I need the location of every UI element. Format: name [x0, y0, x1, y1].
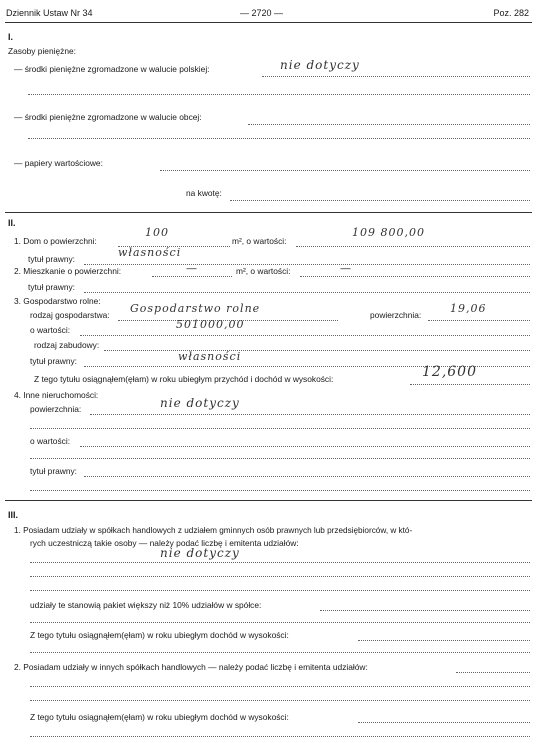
other-title-line[interactable] [84, 476, 530, 477]
cash-pln-label: — środki pieniężne zgromadzone w walucie polskiej: [14, 64, 210, 74]
flat-value: — [340, 262, 352, 275]
farm-area-line[interactable] [428, 320, 530, 321]
farm-value: 501000,00 [176, 318, 245, 331]
cash-foreign-line[interactable] [248, 124, 530, 125]
section-2-numeral: II. [8, 218, 16, 228]
shares-2-line-2[interactable] [30, 686, 530, 687]
section-3-numeral: III. [8, 510, 19, 520]
farm-build-line[interactable] [104, 350, 530, 351]
other-area-label: powierzchnia: [30, 404, 82, 414]
shares-2-income-line-2[interactable] [30, 736, 530, 737]
shares-2-income-line[interactable] [358, 722, 530, 723]
house-value-label: m², o wartości: [232, 236, 287, 246]
shares-1-package-line-2[interactable] [30, 622, 530, 623]
house-area-value: 100 [145, 226, 169, 239]
house-value-line[interactable] [296, 246, 530, 247]
flat-label: 2. Mieszkanie o powierzchni: [14, 266, 122, 276]
shares-1-income-line[interactable] [358, 640, 530, 641]
securities-line[interactable] [160, 170, 530, 171]
farm-value-line[interactable] [80, 335, 530, 336]
shares-1-value: nie dotyczy [160, 546, 240, 560]
flat-value-line[interactable] [300, 276, 530, 277]
shares-2-line[interactable] [456, 672, 530, 673]
other-area-line[interactable] [90, 414, 530, 415]
farm-title-value: własności [178, 350, 242, 363]
flat-area-line[interactable] [152, 276, 232, 277]
shares-1-income-label: Z tego tytułu osiągnąłem(ęłam) w roku ubiegłym dochód w wysokości: [30, 630, 289, 640]
other-value-label: o wartości: [30, 436, 71, 446]
shares-1-line-2[interactable] [30, 576, 530, 577]
other-title-label: tytuł prawny: [30, 466, 78, 476]
shares-2-income-label: Z tego tytułu osiągnąłem(ęłam) w roku ubiegłym dochód w wysokości: [30, 712, 289, 722]
cash-pln-line[interactable] [262, 76, 530, 77]
flat-area-value: — [186, 262, 198, 275]
farm-income-label: Z tego tytułu osiągnąłem(ęłam) w roku ubiegłym przychód i dochód w wysokości: [34, 374, 334, 384]
other-value-line[interactable] [80, 446, 530, 447]
farm-build-label: rodzaj zabudowy: [34, 340, 100, 350]
farm-income-value: 12,600 [422, 364, 477, 380]
cash-resources-title: Zasoby pieniężne: [8, 46, 76, 56]
house-title-value: własności [118, 246, 182, 259]
other-value-line-2[interactable] [30, 458, 530, 459]
house-label: 1. Dom o powierzchni: [14, 236, 97, 246]
position-number: Poz. 282 [493, 8, 529, 18]
flat-value-label: m², o wartości: [236, 266, 291, 276]
shares-2-label: 2. Posiadam udziały w innych spółkach handlowych — należy podać liczbę i emitenta udziałów: [14, 662, 368, 672]
header-rule [5, 22, 532, 23]
other-property-label: 4. Inne nieruchomości: [14, 390, 99, 400]
shares-1-line-3[interactable] [30, 590, 530, 591]
flat-title-line[interactable] [84, 292, 530, 293]
section-1-numeral: I. [8, 32, 14, 42]
farm-type-label: rodzaj gospodarstwa: [30, 310, 110, 320]
farm-area-value: 19,06 [450, 302, 487, 315]
cash-foreign-line-2[interactable] [28, 138, 530, 139]
farm-value-label: o wartości: [30, 325, 71, 335]
section-divider-1 [5, 212, 532, 213]
other-area-value: nie dotyczy [160, 396, 240, 410]
shares-1-income-line-2[interactable] [30, 652, 530, 653]
flat-title-label: tytuł prawny: [28, 282, 76, 292]
farm-income-line[interactable] [410, 384, 530, 385]
other-area-line-2[interactable] [30, 428, 530, 429]
house-title-line[interactable] [84, 264, 530, 265]
farm-label: 3. Gospodarstwo rolne: [14, 296, 101, 306]
shares-1-line-1[interactable] [30, 562, 530, 563]
farm-area-label: powierzchnia: [370, 310, 422, 320]
section-divider-2 [5, 500, 532, 501]
securities-amount-line[interactable] [230, 200, 530, 201]
page-number: — 2720 — [240, 8, 284, 18]
house-value: 109 800,00 [352, 226, 425, 239]
shares-1-text-2: rych uczestniczą takie osoby — należy podać liczbę i emitenta udziałów: [30, 538, 299, 548]
shares-1-text-1: 1. Posiadam udziały w spółkach handlowych z udziałem gminnych osób prawnych lub przedsiębiorców, w któ- [14, 526, 413, 535]
shares-2-line-3[interactable] [30, 700, 530, 701]
shares-1-package-label: udziały te stanowią pakiet większy niż 10% udziałów w spółce: [30, 600, 262, 610]
house-title-label: tytuł prawny: [28, 254, 76, 264]
farm-type-value: Gospodarstwo rolne [130, 302, 261, 315]
cash-pln-value: nie dotyczy [280, 58, 360, 72]
shares-1-package-line[interactable] [320, 610, 530, 611]
farm-title-label: tytuł prawny: [30, 356, 78, 366]
securities-label: — papiery wartościowe: [14, 158, 103, 168]
securities-amount-label: na kwotę: [186, 188, 222, 198]
journal-title: Dziennik Ustaw Nr 34 [6, 8, 93, 18]
cash-pln-line-2[interactable] [28, 94, 530, 95]
cash-foreign-label: — środki pieniężne zgromadzone w walucie obcej: [14, 112, 202, 122]
other-title-line-2[interactable] [30, 490, 530, 491]
